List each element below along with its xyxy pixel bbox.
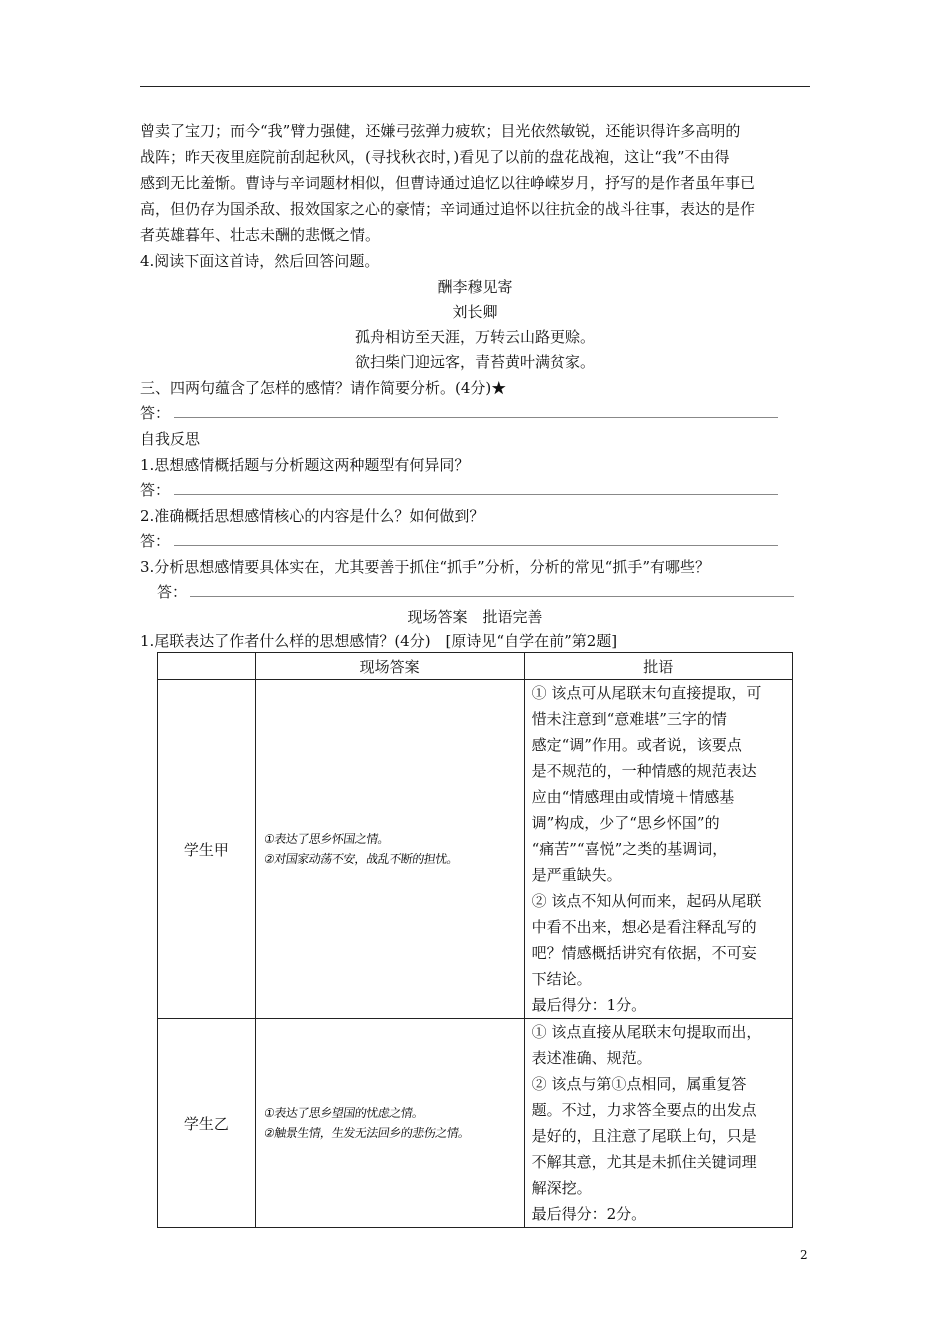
poem-line: 欲扫柴门迎远客，青苔黄叶满贫家。 — [354, 353, 595, 371]
paragraph-line: 战阵；昨天夜里庭院前刮起秋风，(寻找秋衣时，)看见了以前的盘花战袍，这让“我”不由得 — [140, 148, 730, 166]
comment-line: 应由“情感理由或情境＋情感基 — [531, 788, 735, 806]
comment-line: 中看不出来，想必是看注释乱写的 — [531, 918, 757, 936]
poem-line: 孤舟相访至天涯，万转云山路更赊。 — [354, 328, 595, 346]
handwritten-line: ①表达了思乡怀国之情。 — [262, 832, 390, 846]
answer-label: 答： — [140, 532, 171, 550]
comment-cell — [524, 680, 792, 1019]
comment-line: ① 该点可从尾联末句直接提取，可 — [531, 684, 762, 702]
comment-line: 最后得分：2分。 — [531, 1205, 647, 1223]
comment-line: 题。不过，力求答全要点的出发点 — [531, 1101, 757, 1119]
comment-line: ② 该点不知从何而来，起码从尾联 — [531, 892, 762, 910]
handwritten-line: ①表达了思乡望国的忧虑之情。 — [262, 1106, 425, 1120]
table-header — [158, 653, 256, 680]
reflection-question: 3.分析思想感情要具体实在，尤其要善于抓住“抓手”分析，分析的常见“抓手”有哪些？ — [140, 558, 710, 576]
answer-label: 答： — [140, 481, 171, 499]
comment-line: 感定“调”作用。或者说，该要点 — [531, 736, 742, 754]
paragraph-line: 曾卖了宝刀；而今“我”臂力强健，还嫌弓弦弹力疲软；目光依然敏锐，还能识得许多高明的 — [140, 122, 741, 140]
answer-blank[interactable] — [174, 494, 778, 495]
comment-line: 不解其意，尤其是未抓住关键词理 — [531, 1153, 757, 1171]
question-4-intro: 4.阅读下面这首诗，然后回答问题。 — [140, 252, 380, 270]
comment-line: 吧？情感概括讲究有依据，不可妄 — [531, 944, 757, 962]
paragraph-line: 感到无比羞惭。曹诗与辛词题材相似，但曹诗通过追忆以往峥嵘岁月，抒写的是作者虽年事已 — [140, 174, 756, 192]
comment-line: 惜未注意到“意难堪”三字的情 — [531, 710, 727, 728]
handwritten-line: ②对国家动荡不安，战乱不断的担忧。 — [262, 852, 459, 866]
comment-line: 下结论。 — [531, 970, 592, 988]
answer-label: 答： — [157, 583, 188, 601]
comment-line: 是不规范的，一种情感的规范表达 — [531, 762, 757, 780]
question-4-prompt: 三、四两句蕴含了怎样的感情？请作简要分析。(4分)★ — [140, 379, 507, 397]
answer-blank[interactable] — [174, 545, 778, 546]
header-rule — [140, 86, 810, 87]
comment-line: 最后得分：1分。 — [531, 996, 647, 1014]
student-name: 学生甲 — [158, 680, 256, 1019]
table-row — [158, 1019, 793, 1228]
comment-line: ② 该点与第①点相同，属重复答 — [531, 1075, 747, 1093]
paragraph-line: 高，但仍存为国杀敌、报效国家之心的豪情；辛词通过追怀以往抗金的战斗往事，表达的是作 — [140, 200, 756, 218]
section-title: 现场答案 批语完善 — [407, 608, 543, 626]
table-question: 1.尾联表达了作者什么样的思想感情？(4分) [原诗见“自学在前”第2题] — [140, 632, 618, 650]
poem-title: 酬李穆见寄 — [437, 278, 513, 296]
handwritten-line: ②触景生情，生发无法回乡的悲伤之情。 — [262, 1126, 471, 1140]
comment-line: 是好的，且注意了尾联上句，只是 — [531, 1127, 757, 1145]
table-row — [158, 680, 793, 1019]
comment-line: ① 该点直接从尾联末句提取而出， — [531, 1023, 762, 1041]
answers-table — [157, 652, 793, 1228]
comment-line: “痛苦”“喜悦”之类的基调词， — [531, 840, 728, 858]
student-name: 学生乙 — [158, 1019, 256, 1228]
answer-blank[interactable] — [190, 596, 794, 597]
table-header-row — [158, 653, 793, 680]
paragraph-line: 者英雄暮年、壮志未酬的悲慨之情。 — [140, 226, 381, 244]
reflection-question: 2.准确概括思想感情核心的内容是什么？如何做到？ — [140, 507, 485, 525]
table-header: 批语 — [524, 653, 792, 680]
comment-cell — [524, 1019, 792, 1228]
poem-author: 刘长卿 — [452, 303, 498, 321]
reflection-question: 1.思想感情概括题与分析题这两种题型有何异同？ — [140, 456, 470, 474]
reflection-title: 自我反思 — [140, 430, 201, 448]
handwritten-answer — [255, 680, 524, 1019]
comment-line: 是严重缺失。 — [531, 866, 622, 884]
answer-label: 答： — [140, 404, 171, 422]
page-number: 2 — [800, 1248, 808, 1262]
answer-blank[interactable] — [174, 417, 778, 418]
comment-line: 调”构成，少了“思乡怀国”的 — [531, 814, 720, 832]
table-header: 现场答案 — [255, 653, 524, 680]
comment-line: 表述准确、规范。 — [531, 1049, 652, 1067]
comment-line: 解深挖。 — [531, 1179, 592, 1197]
handwritten-answer — [255, 1019, 524, 1228]
